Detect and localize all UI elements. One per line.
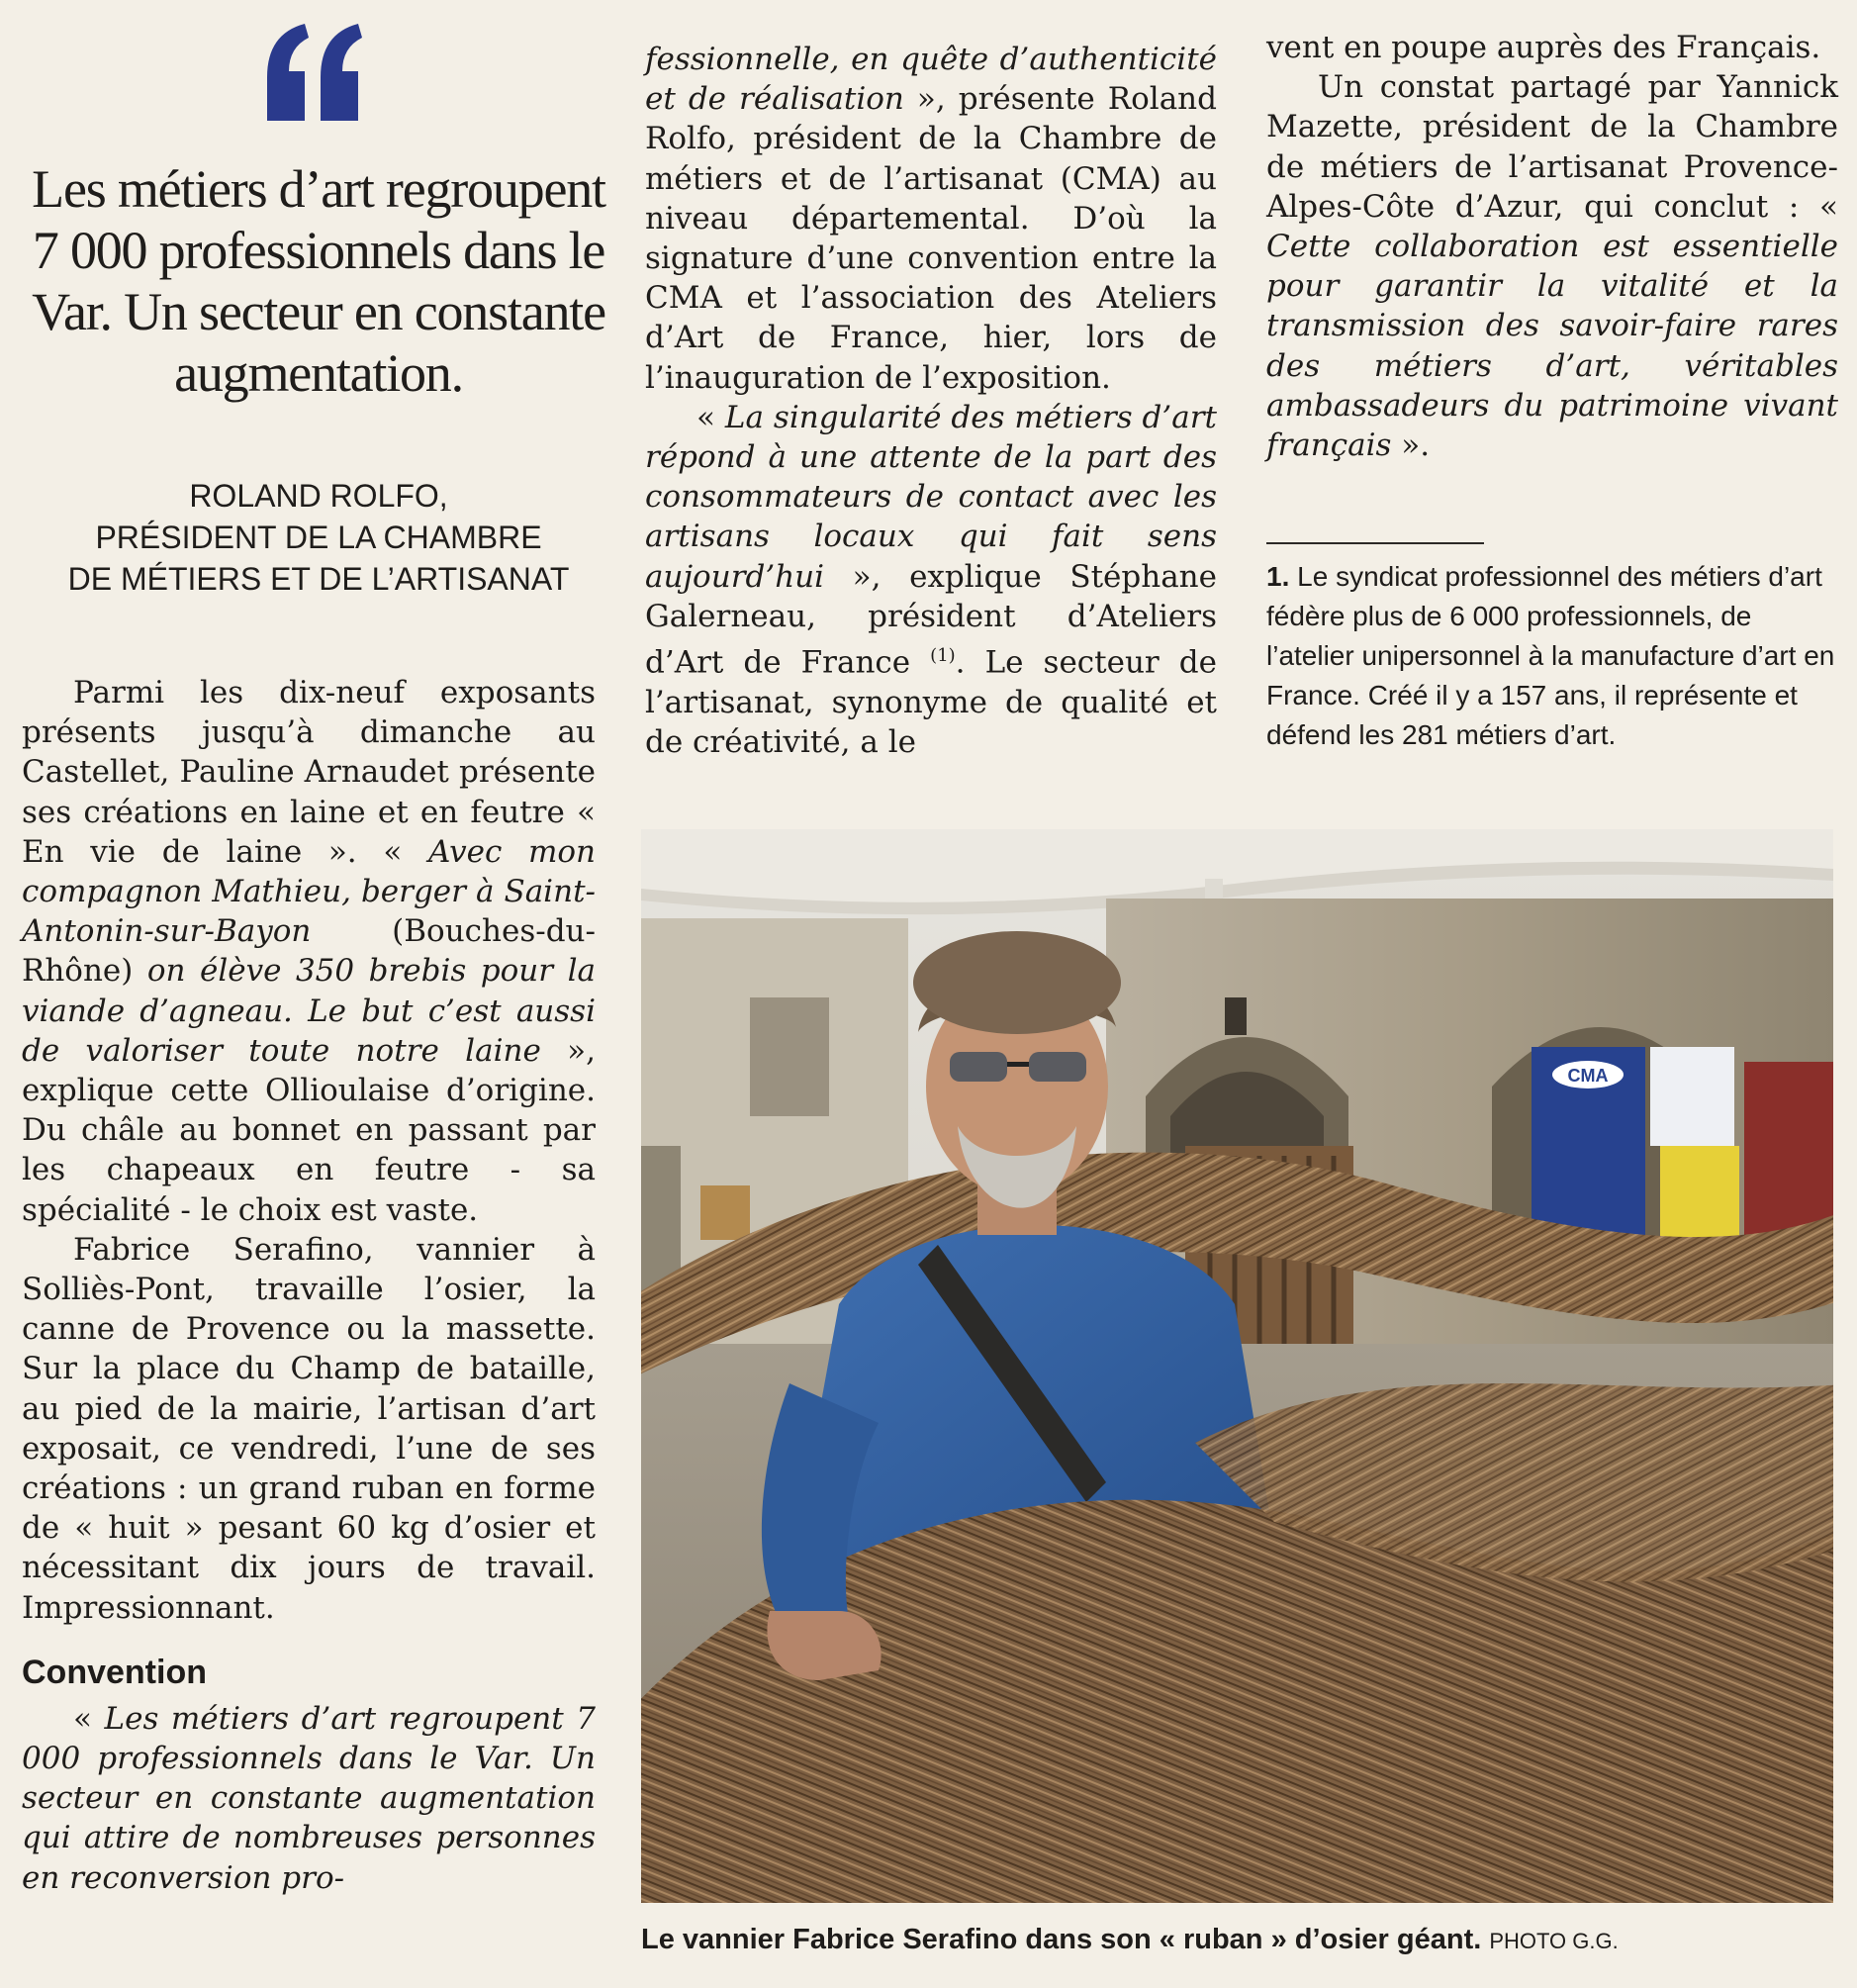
quote-text: La singularité des métiers d’art répond à une attente de la part des consommateurs de contact avec les artisans locaux qui fait sens aujourd’hui [645,399,1217,595]
article-column-2 [645,40,1217,762]
text-run: ». [1391,427,1431,464]
paragraph [1266,67,1838,465]
quote-text: Cette collaboration est essentielle pour garantir la vitalité et la transmission des savoir-faire rares des métiers d’art, véritables ambassadeurs du patrimoine vivant français [1266,229,1838,464]
photo-credit: PHOTO G.G. [1489,1929,1619,1953]
cma-banner-text: CMA [1567,1066,1609,1086]
quote-author-name: ROLAND ROLFO, [189,478,448,514]
footnote-divider [1266,542,1484,544]
quote-author [22,475,615,600]
paragraph [645,40,1217,398]
pull-quote: Les métiers d’art regroupent 7 000 professionnels dans le Var. Un secteur en constante augmentation. [32,159,605,403]
footnote-number: 1. [1266,561,1290,592]
article-column-1 [22,673,596,1898]
quote-author-title-1: PRÉSIDENT DE LA CHAMBRE [95,520,542,555]
caption-text: Le vannier Fabrice Serafino dans son « ruban » d’osier géant. [641,1924,1482,1955]
text-run: Un constat partagé par Yannick Mazette, président de la Chambre de métiers de l’artisanat Provence-Alpes-Côte d’Azur, qui conclut : « [1266,69,1838,225]
quote-mark-icon [259,20,368,129]
glasses [950,1052,1007,1082]
paragraph [22,1699,596,1898]
footnote-ref: (1) [930,645,956,667]
paragraph [645,398,1217,762]
text-run: « [696,399,725,435]
article-column-3 [1266,28,1838,465]
paragraph [22,673,596,1230]
lantern [1225,997,1247,1035]
text-run: », explique Stéphane Galerneau, président d’Ateliers d’Art de France [645,558,1217,681]
text-run: . Le secteur de l’artisanat, synonyme de qualité et de créativité, a le [645,644,1217,760]
poster [1650,1047,1734,1146]
quote-text: on élève 350 brebis pour la viande d’agneau. Le but c’est aussi de valoriser toute notre laine [22,953,596,1069]
quote-text: Avec mon compagnon Mathieu, berger à Saint-Antonin-sur-Bayon [22,833,596,950]
footnote [1266,557,1838,755]
article-photo [641,829,1833,1903]
section-heading: Convention [22,1653,207,1691]
photo-caption [641,1920,1833,1961]
text-run: Parmi les dix-neuf exposants présents jusqu’à dimanche au Castellet, Pauline Arnaudet présente ses créations en laine et en feutre « En vie de laine ». « [22,675,596,870]
text-run: (Bouches-du-Rhône) [22,913,596,990]
footnote-text: Le syndicat professionnel des métiers d’art fédère plus de 6 000 professionnels, de l’atelier unipersonnel à la manufacture d’art en France. Créé il y a 157 ans, il représente et défend les 281 métiers d’art. [1266,561,1835,750]
bag [700,1185,750,1240]
quote-author-title-2: DE MÉTIERS ET DE L’ARTISANAT [67,561,570,597]
text-run: », présente Roland Rolfo, président de la Chambre de métiers et de l’artisanat (CMA) au niveau départemental. D’où la signature d’une convention entre la CMA et l’association des Ateliers d’Art de France, hier, lors de l’inauguration de l’exposition. [645,81,1217,396]
text-run: « [73,1700,105,1737]
photo-illustration [641,829,1833,1903]
text-run: », explique cette Ollioulaise d’origine. Du châle au bonnet en passant par les chapeaux en feutre - sa spécialité - le choix est vaste. [22,1032,596,1228]
paragraph: vent en poupe auprès des Français. [1266,30,1821,65]
quote-text: Les métiers d’art regroupent 7 000 professionnels dans le Var. Un secteur en constante augmentation qui attire de nombreuses personnes en reconversion pro- [22,1700,596,1896]
quote-text: fessionnelle, en quête d’authenticité et de réalisation [645,42,1217,118]
paragraph: Fabrice Serafino, vannier à Solliès-Pont, travaille l’osier, la canne de Provence ou la massette. Sur la place du Champ de bataille, au pied de la mairie, l’artisan d’art exposait, ce vendredi, l’une de ses créations : un grand ruban en forme de « huit » pesant 60 kg d’osier et nécessitant dix jours de travail. Impressionnant. [22,1231,596,1626]
